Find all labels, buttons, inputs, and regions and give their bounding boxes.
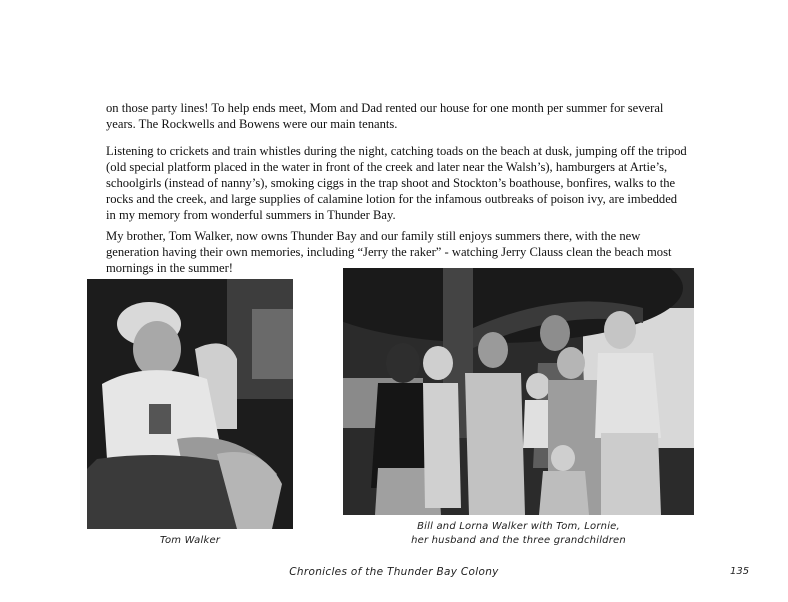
photo-walker-family-image bbox=[343, 268, 694, 515]
page-number: 135 bbox=[730, 566, 750, 577]
photo-tom-walker bbox=[87, 279, 293, 529]
paragraph-2: Listening to crickets and train whistles during the night, catching toads on the beach at dusk, jumping off the tripod (old special platform placed in the water in front of the creek and later near the Walsh’s), hamburgers at Artie’s, schoolgirls (instead of nanny’s), smoking ciggs in the trap shoot and Stockton’s boathouse, bonfires, walks to the rocks and the creek, and large supplies of calamine lotion for the infamous outbreaks of poison ivy, are imbedded in my memory from wonderful summers in Thunder Bay. bbox=[106, 144, 687, 222]
photo-walker-family bbox=[343, 268, 694, 515]
footer-title: Chronicles of the Thunder Bay Colony bbox=[289, 566, 499, 578]
caption-walker-family bbox=[343, 520, 694, 548]
paragraph-3: My brother, Tom Walker, now owns Thunder Bay and our family still enjoys summers there, with the new generation having their own memories, including “Jerry the raker” - watching Jerry Clauss clean the beach most mornings in the summer! bbox=[106, 229, 672, 275]
caption-walker-family-line2: her husband and the three grandchildren bbox=[411, 535, 626, 546]
caption-tom-walker: Tom Walker bbox=[159, 535, 221, 546]
paragraph-1: on those party lines! To help ends meet, Mom and Dad rented our house for one month per summer for several years. The Rockwells and Bowens were our main tenants. bbox=[106, 101, 664, 131]
caption-walker-family-line1: Bill and Lorna Walker with Tom, Lornie, bbox=[417, 521, 620, 532]
photo-tom-walker-image bbox=[87, 279, 293, 529]
